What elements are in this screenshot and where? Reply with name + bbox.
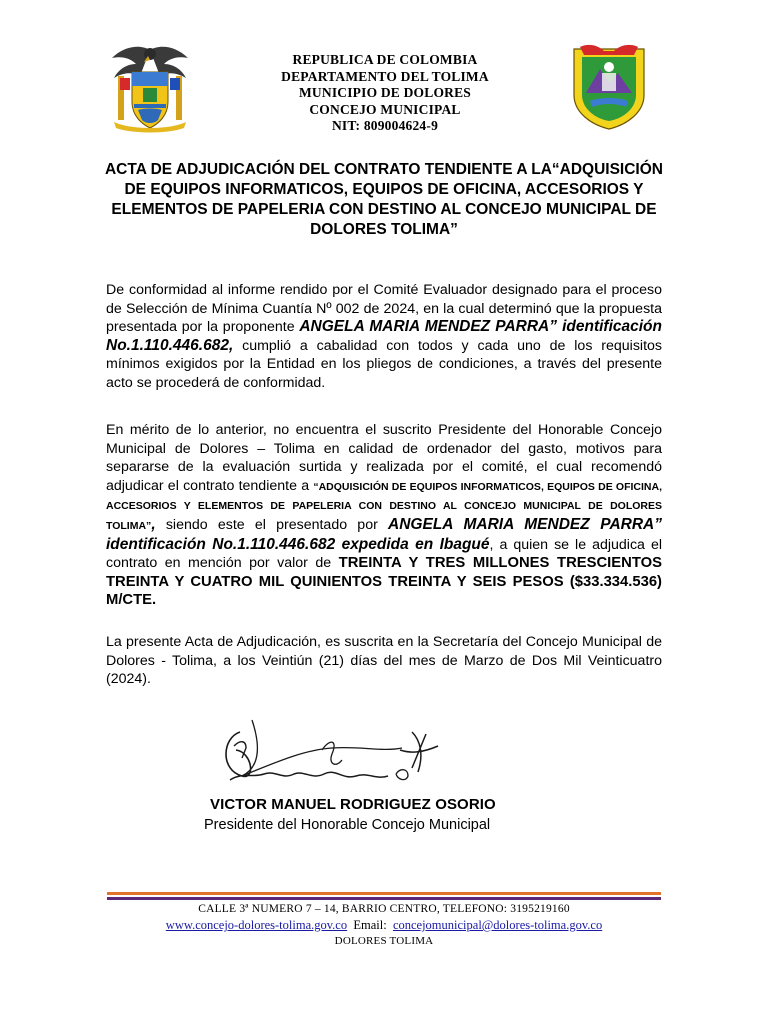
p2-text-1: En mérito de lo anterior, no encuentra el suscrito Presidente del Honorable Concejo Municipal de Dolores – Tolima en calidad de ordenador del gasto, motivos para separarse de la evaluación surtida y realizada por el comité, el cual recomendó adjudicar el contrato tendiente a (106, 422, 662, 494)
p2-comma: , (151, 515, 156, 533)
letterhead (0, 0, 768, 150)
paragraph-adjudication (106, 421, 662, 610)
title-line-1: ACTA DE ADJUDICACIÓN DEL CONTRATO TENDIENTE A LA“ADQUISICIÓN (104, 161, 663, 178)
handwritten-signature (212, 710, 452, 800)
signer-role: Presidente del Honorable Concejo Municipal (204, 817, 491, 833)
p1-text-2: cumplió a cabalidad con todos y cada uno de los requisitos mínimos exigidos por la Entidad en los pliegos de condiciones, a través del presente acto se procederá de conformidad. (106, 337, 662, 391)
header-department: DEPARTAMENTO DEL TOLIMA (281, 68, 489, 84)
document-title (100, 160, 668, 240)
header-country: REPUBLICA DE COLOMBIA (292, 52, 478, 67)
email-label: Email: (353, 918, 387, 932)
title-line-2: DE EQUIPOS INFORMATICOS, EQUIPOS DE OFICINA, ACCESORIOS Y (124, 181, 644, 198)
title-line-4: DOLORES TOLIMA” (310, 221, 458, 238)
footer-address: CALLE 3ª NUMERO 7 – 14, BARRIO CENTRO, TELEFONO: 3195219160 (198, 903, 570, 915)
p2-proponent: ANGELA MARIA MENDEZ PARRA” identificación No.1.110.446.682 expedida en Ibagué (106, 515, 662, 553)
footer-bar-orange (107, 892, 661, 895)
footer-bar-purple (107, 897, 661, 900)
p3-text-1: La presente Acta de Adjudicación, es suscrita en la Secretaría del Concejo Municipal de Dolores - Tolima, a los Veintiún (21) días del mes de Marzo de Dos Mil Veinticuatro (2024). (106, 634, 662, 688)
p2-contract-object: “ADQUISICIÓN DE EQUIPOS INFORMATICOS, EQUIPOS DE OFICINA, ACCESORIOS Y ELEMENTOS DE PAPELERIA CON DESTINO AL CONCEJO MUNICIPAL DE DOLORES TOLIMA” (106, 480, 662, 532)
shield-dolores-icon (570, 43, 648, 131)
header-council: CONCEJO MUNICIPAL (309, 101, 461, 117)
footer-contact (0, 918, 768, 933)
p2-amount: TREINTA Y TRES MILLONES TRESCIENTOS TREINTA Y CUATRO MIL QUINIENTOS TREINTA Y SEIS PESOS ($33.334.536) M/CTE. (106, 555, 663, 609)
title-line-3: ELEMENTOS DE PAPELERIA CON DESTINO AL CONCEJO MUNICIPAL DE (111, 201, 657, 218)
letterhead-text (230, 52, 540, 135)
header-municipality: MUNICIPIO DE DOLORES (298, 85, 472, 100)
p1-text-1: De conformidad al informe rendido por el Comité Evaluador designado para el proceso de Selección de Mínima Cuantía Nº 002 de 2024, en la cual determinó que la propuesta presentada por la proponente (106, 282, 662, 336)
footer-city: DOLORES TOLIMA (334, 935, 434, 947)
p1-proponent: ANGELA MARIA MENDEZ PARRA” identificación No.1.110.446.682, (106, 318, 662, 354)
signer-name: VICTOR MANUEL RODRIGUEZ OSORIO (210, 796, 496, 813)
p2-text-3: , a quien se le adjudica el contrato en mención por valor de (106, 536, 662, 572)
paragraph-signing (106, 633, 662, 689)
footer-divider (107, 892, 661, 902)
p2-text-2: siendo este el presentado por (155, 516, 389, 533)
email-link[interactable]: concejomunicipal@dolores-tolima.gov.co (392, 918, 603, 932)
coat-of-arms-colombia-icon (110, 42, 190, 134)
header-nit: NIT: 809004624-9 (331, 118, 439, 133)
paragraph-evaluation (106, 281, 662, 393)
website-link[interactable]: www.concejo-dolores-tolima.gov.co (165, 918, 348, 932)
